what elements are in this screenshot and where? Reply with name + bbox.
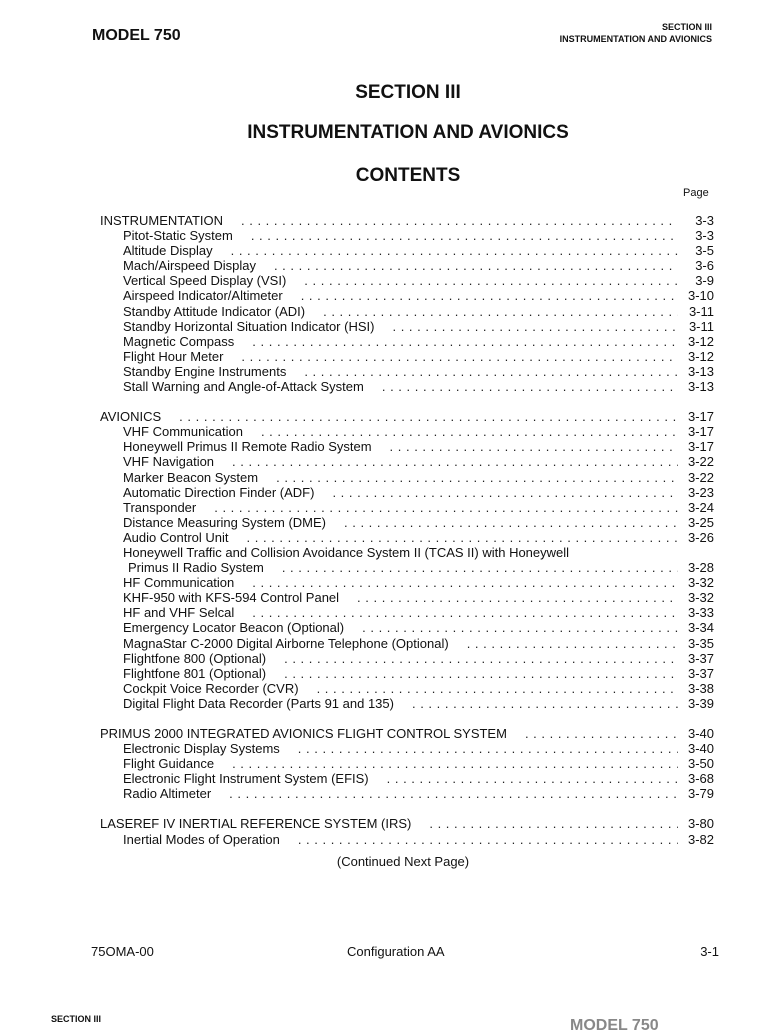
footer-page-number: 3-1	[700, 944, 719, 959]
toc-entry-page: 3-5	[695, 243, 714, 259]
toc-entry-label: KHF-950 with KFS-594 Control Panel	[123, 590, 340, 606]
toc-entry-page: 3-24	[687, 499, 714, 515]
toc-entry[interactable]	[100, 470, 714, 485]
toc-entry-label: Standby Horizontal Situation Indicator (HSI)	[123, 318, 375, 334]
toc-entry-label: Marker Beacon System	[123, 469, 259, 485]
toc-entry-label: Electronic Flight Instrument System (EFIS)	[123, 771, 369, 787]
table-of-contents	[100, 213, 714, 847]
toc-entry[interactable]	[100, 771, 714, 786]
toc-entry-label: Electronic Display Systems	[123, 741, 280, 757]
toc-heading[interactable]: LASEREF IV INERTIAL REFERENCE SYSTEM (IRS) . . . 3-80	[100, 816, 714, 831]
toc-entry-page: 3-37	[687, 650, 714, 666]
toc-entry-page: 3-3	[695, 228, 714, 244]
toc-entry-label: Flight Guidance	[123, 756, 215, 772]
toc-entry-label: VHF Communication	[123, 424, 243, 440]
toc-heading[interactable]: PRIMUS 2000 INTEGRATED AVIONICS FLIGHT CONTROL SYSTEM . . . 3-40	[100, 726, 714, 741]
toc-entry-page: 3-13	[687, 379, 714, 395]
section-title: SECTION III	[355, 82, 461, 103]
toc-entry-label: Flight Hour Meter	[123, 348, 224, 364]
toc-entry-page: 3-12	[687, 333, 714, 349]
toc-entry-page: 3-79	[687, 786, 714, 802]
toc-entry[interactable]	[100, 756, 714, 771]
toc-entry-label: MagnaStar C-2000 Digital Airborne Telephone (Optional)	[123, 635, 449, 651]
toc-entry-label: Emergency Locator Beacon (Optional)	[123, 620, 345, 636]
toc-entry-label: Honeywell Primus II Remote Radio System	[123, 439, 372, 455]
toc-entry-tcas-line1[interactable]: Honeywell Traffic and Collision Avoidance System II (TCAS II) with Honeywell	[123, 544, 570, 560]
toc-entry-label: Transponder	[123, 499, 197, 515]
toc-entry-page: 3-40	[687, 741, 714, 757]
header-section	[560, 21, 712, 45]
toc-entry-page: 3-22	[687, 454, 714, 470]
toc-entry[interactable]	[100, 500, 714, 515]
toc-entry-page: 3-33	[687, 605, 714, 621]
toc-entry[interactable]	[100, 288, 714, 303]
toc-entry-page: 3-13	[687, 363, 714, 379]
next-page-model-header: MODEL 750	[570, 1017, 659, 1034]
toc-entry-label: Distance Measuring System (DME)	[123, 514, 326, 530]
toc-entry-page: 3-22	[687, 469, 714, 485]
toc-entry-label: Standby Attitude Indicator (ADI)	[123, 303, 306, 319]
toc-entry-label: Radio Altimeter	[123, 786, 212, 802]
toc-entry[interactable]	[100, 334, 714, 349]
toc-entry-page: 3-37	[687, 665, 714, 681]
toc-entry[interactable]	[100, 439, 714, 454]
toc-entry-label: Digital Flight Data Recorder (Parts 91 and 135)	[123, 695, 394, 711]
toc-entry-page: 3-6	[695, 258, 714, 274]
toc-entry-label: Magnetic Compass	[123, 333, 235, 349]
toc-entry[interactable]	[100, 379, 714, 394]
toc-entry-page: 3-12	[687, 348, 714, 364]
toc-entry-tcas-line2[interactable]: Primus II Radio System . . . 3-28	[100, 560, 714, 575]
toc-entry-page: 3-11	[688, 303, 714, 319]
section-name: INSTRUMENTATION AND AVIONICS	[247, 122, 569, 143]
header-section-line1: SECTION III	[661, 22, 712, 32]
toc-entry-page: 3-38	[687, 680, 714, 696]
toc-entry-page: 3-82	[687, 831, 714, 847]
toc-entry[interactable]	[100, 243, 714, 258]
toc-entry-page: 3-68	[687, 771, 714, 787]
toc-entry-label: HF and VHF Selcal	[123, 605, 235, 621]
toc-entry[interactable]	[100, 424, 714, 439]
header-section-line2: INSTRUMENTATION AND AVIONICS	[559, 34, 712, 44]
toc-entry[interactable]	[100, 590, 714, 605]
footer-doc-number: 75OMA-00	[91, 944, 154, 959]
toc-entry-page: 3-50	[687, 756, 714, 772]
toc-entry[interactable]	[100, 304, 714, 319]
contents-heading: CONTENTS	[355, 165, 461, 186]
toc-heading[interactable]: INSTRUMENTATION . . . 3-3	[100, 213, 714, 228]
toc-entry[interactable]	[100, 832, 714, 847]
toc-group-primus	[100, 726, 714, 801]
toc-entry[interactable]	[100, 530, 714, 545]
toc-entry-label: Standby Engine Instruments	[123, 363, 287, 379]
toc-entry-page: 3-23	[687, 484, 714, 500]
toc-entry-label: Pitot-Static System	[123, 228, 233, 244]
toc-entry-page: 3-17	[687, 424, 714, 440]
toc-entry-page: 3-35	[687, 635, 714, 651]
footer-configuration: Configuration AA	[347, 944, 445, 959]
toc-entry-page: 3-32	[687, 575, 714, 591]
toc-entry[interactable]	[100, 696, 714, 711]
toc-entry-page: 3-9	[695, 273, 714, 289]
toc-entry-page: 3-32	[687, 590, 714, 606]
toc-entry[interactable]	[100, 636, 714, 651]
toc-entry-page: 3-11	[688, 318, 714, 334]
toc-entry-label: Cockpit Voice Recorder (CVR)	[123, 680, 299, 696]
toc-entry[interactable]	[100, 605, 714, 620]
toc-entry-label: Audio Control Unit	[123, 529, 229, 545]
toc-entry-label: Flightfone 801 (Optional)	[123, 665, 267, 681]
toc-entry[interactable]	[100, 666, 714, 681]
toc-entry-label: Automatic Direction Finder (ADF)	[123, 484, 315, 500]
toc-entry[interactable]	[100, 228, 714, 243]
toc-heading[interactable]: AVIONICS . . . 3-17	[100, 409, 714, 424]
toc-entry-label: Vertical Speed Display (VSI)	[123, 273, 287, 289]
toc-group-laseref	[100, 816, 714, 846]
toc-entry[interactable]	[100, 651, 714, 666]
toc-entry[interactable]	[100, 485, 714, 500]
toc-entry-label: HF Communication	[123, 575, 235, 591]
toc-entry-page: 3-39	[687, 695, 714, 711]
toc-entry-label: Flightfone 800 (Optional)	[123, 650, 267, 666]
toc-entry-label: Airspeed Indicator/Altimeter	[123, 288, 283, 304]
toc-entry-page: 3-17	[687, 439, 714, 455]
toc-entry[interactable]	[100, 681, 714, 696]
toc-entry[interactable]	[100, 454, 714, 469]
toc-entry-page: 3-26	[687, 529, 714, 545]
toc-entry-label: Mach/Airspeed Display	[123, 258, 256, 274]
toc-entry-page: 3-34	[687, 620, 714, 636]
page-column-label: Page	[683, 187, 709, 199]
toc-entry[interactable]	[100, 319, 714, 334]
toc-entry[interactable]	[100, 786, 714, 801]
toc-entry[interactable]	[100, 575, 714, 590]
toc-entry-page: 3-10	[687, 288, 714, 304]
toc-entry[interactable]	[100, 273, 714, 288]
toc-entry-label: Inertial Modes of Operation	[123, 831, 280, 847]
continued-note: (Continued Next Page)	[336, 854, 470, 869]
toc-entry[interactable]	[100, 620, 714, 635]
toc-entry-label: VHF Navigation	[123, 454, 215, 470]
toc-entry[interactable]	[100, 515, 714, 530]
toc-entry[interactable]	[100, 364, 714, 379]
toc-entry[interactable]	[100, 741, 714, 756]
toc-entry-label: Stall Warning and Angle-of-Attack System	[123, 379, 364, 395]
header-model: MODEL 750	[92, 27, 181, 44]
toc-entry[interactable]	[100, 349, 714, 364]
next-page-section-header: SECTION III	[51, 1014, 102, 1024]
toc-group-instrumentation	[100, 213, 714, 394]
toc-entry-page: 3-25	[687, 514, 714, 530]
toc-entry[interactable]	[100, 258, 714, 273]
toc-entry-label: Altitude Display	[123, 243, 213, 259]
toc-group-avionics	[100, 409, 714, 711]
